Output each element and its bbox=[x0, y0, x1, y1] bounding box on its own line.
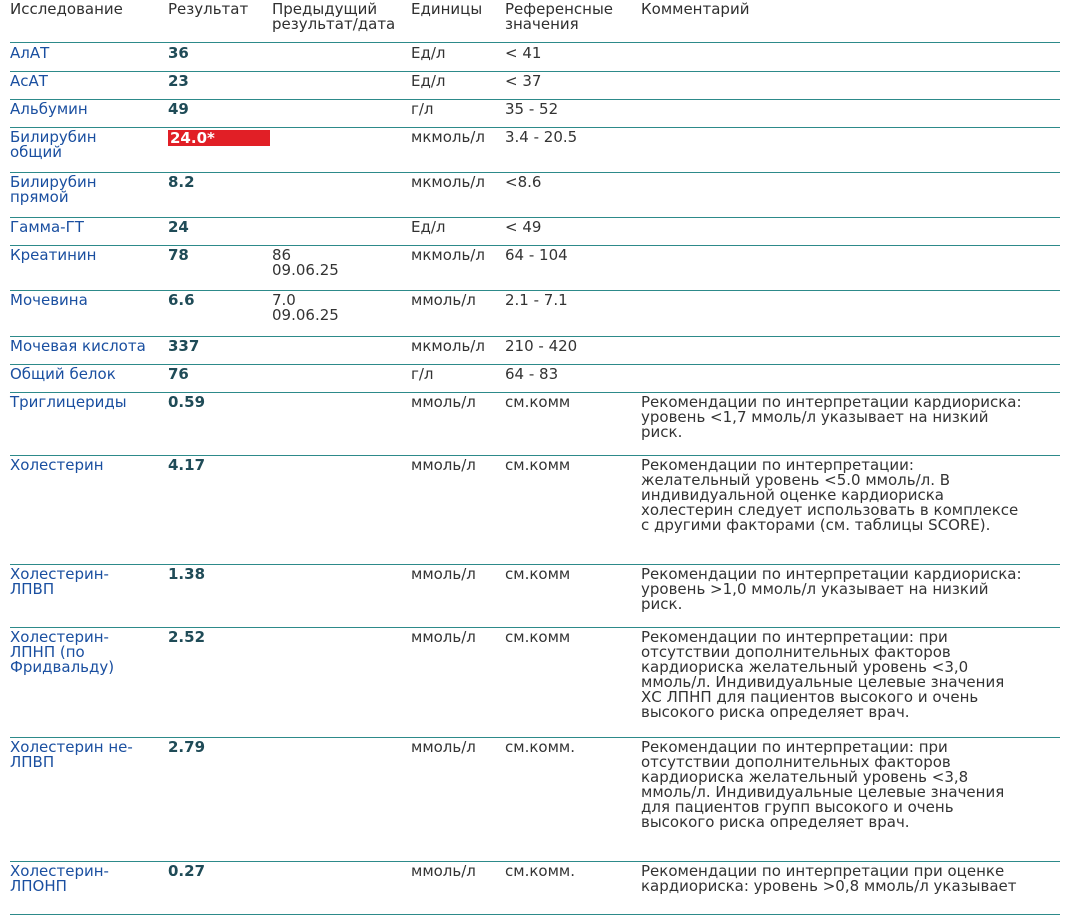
reference-range: см.комм bbox=[505, 456, 571, 474]
result-value: 8.2 bbox=[168, 173, 195, 191]
comment: Рекомендации по интерпретации: при отсутствии дополнительных факторов кардиориска желательный уровень <3,8 ммоль/л. Индивидуальные целевые значения для пациентов групп высокого и очень высокого риска определяет врач. bbox=[641, 738, 1005, 831]
comment: Рекомендации по интерпретации: желательный уровень <5.0 ммоль/л. В индивидуальной оценке кардиориска холестерин следует использовать в комплексе с другими факторами (см. таблицы SCORE). bbox=[641, 456, 1019, 534]
result-value: 24 bbox=[168, 218, 189, 236]
reference-range: < 37 bbox=[505, 72, 542, 90]
units: ммоль/л bbox=[411, 738, 476, 756]
table-row bbox=[10, 246, 1060, 291]
table-row bbox=[10, 100, 1060, 128]
comment: Рекомендации по интерпретации кардиориска: уровень <1,7 ммоль/л указывает на низкий риск. bbox=[641, 393, 1022, 441]
test-name: Холестерин- ЛПОНП bbox=[10, 862, 109, 895]
result-value: 6.6 bbox=[168, 291, 195, 309]
test-name: Холестерин- ЛПНП (по Фридвальду) bbox=[10, 628, 115, 676]
header-test: Исследование bbox=[10, 0, 123, 18]
table-header bbox=[10, 0, 1060, 43]
reference-range: 64 - 104 bbox=[505, 246, 568, 264]
table-row bbox=[10, 628, 1060, 738]
test-name: Альбумин bbox=[10, 100, 88, 118]
previous-result: 7.0 09.06.25 bbox=[272, 291, 339, 324]
units: г/л bbox=[411, 365, 434, 383]
units: ммоль/л bbox=[411, 393, 476, 411]
table-row bbox=[10, 456, 1060, 565]
units: Ед/л bbox=[411, 72, 446, 90]
reference-range: см.комм bbox=[505, 628, 571, 646]
test-name: Общий белок bbox=[10, 365, 116, 383]
reference-range: см.комм. bbox=[505, 738, 575, 756]
reference-range: 64 - 83 bbox=[505, 365, 559, 383]
reference-range: 35 - 52 bbox=[505, 100, 559, 118]
header-units: Единицы bbox=[411, 0, 483, 18]
table-row bbox=[10, 44, 1060, 72]
result-value: 4.17 bbox=[168, 456, 206, 474]
result-value: 0.27 bbox=[168, 862, 206, 880]
table-row bbox=[10, 218, 1060, 246]
result-value: 78 bbox=[168, 246, 189, 264]
result-value: 2.79 bbox=[168, 738, 206, 756]
reference-range: см.комм bbox=[505, 565, 571, 583]
table-row bbox=[10, 173, 1060, 218]
reference-range: < 49 bbox=[505, 218, 542, 236]
result-value: 2.52 bbox=[168, 628, 206, 646]
reference-range: 2.1 - 7.1 bbox=[505, 291, 568, 309]
reference-range: <8.6 bbox=[505, 173, 542, 191]
reference-range: 210 - 420 bbox=[505, 337, 578, 355]
header-comment: Комментарий bbox=[641, 0, 750, 18]
units: Ед/л bbox=[411, 44, 446, 62]
header-previous: Предыдущий результат/дата bbox=[272, 0, 396, 33]
table-row bbox=[10, 128, 1060, 173]
test-name: Триглицериды bbox=[10, 393, 127, 411]
units: ммоль/л bbox=[411, 456, 476, 474]
reference-range: 3.4 - 20.5 bbox=[505, 128, 578, 146]
test-name: АлАТ bbox=[10, 44, 50, 62]
abnormal-result-flag: 24.0* bbox=[168, 130, 270, 146]
test-name: Гамма-ГТ bbox=[10, 218, 84, 236]
result-value: 0.59 bbox=[168, 393, 206, 411]
result-value bbox=[168, 130, 273, 146]
table-row bbox=[10, 365, 1060, 393]
header-result: Результат bbox=[168, 0, 249, 18]
units: Ед/л bbox=[411, 218, 446, 236]
result-value: 1.38 bbox=[168, 565, 206, 583]
test-name: Холестерин не- ЛПВП bbox=[10, 738, 133, 771]
test-name: Мочевая кислота bbox=[10, 337, 146, 355]
table-row bbox=[10, 337, 1060, 365]
test-name: Билирубин прямой bbox=[10, 173, 97, 206]
units: ммоль/л bbox=[411, 862, 476, 880]
table-row bbox=[10, 291, 1060, 337]
units: мкмоль/л bbox=[411, 173, 485, 191]
result-value: 36 bbox=[168, 44, 189, 62]
table-row bbox=[10, 862, 1060, 915]
reference-range: см.комм bbox=[505, 393, 571, 411]
test-name: Холестерин- ЛПВП bbox=[10, 565, 109, 598]
table-row bbox=[10, 565, 1060, 628]
test-name: Креатинин bbox=[10, 246, 97, 264]
table-row bbox=[10, 393, 1060, 456]
table-row bbox=[10, 738, 1060, 862]
test-name: Билирубин общий bbox=[10, 128, 97, 161]
result-value: 23 bbox=[168, 72, 189, 90]
table-row bbox=[10, 72, 1060, 100]
result-value: 337 bbox=[168, 337, 200, 355]
units: ммоль/л bbox=[411, 628, 476, 646]
comment: Рекомендации по интерпретации кардиориска: уровень >1,0 ммоль/л указывает на низкий риск. bbox=[641, 565, 1022, 613]
test-name: Холестерин bbox=[10, 456, 104, 474]
result-value: 49 bbox=[168, 100, 189, 118]
units: ммоль/л bbox=[411, 565, 476, 583]
previous-result: 86 09.06.25 bbox=[272, 246, 339, 279]
test-name: АсАТ bbox=[10, 72, 48, 90]
comment: Рекомендации по интерпретации при оценке кардиориска: уровень >0,8 ммоль/л указывает bbox=[641, 862, 1017, 895]
units: г/л bbox=[411, 100, 434, 118]
units: мкмоль/л bbox=[411, 246, 485, 264]
units: мкмоль/л bbox=[411, 337, 485, 355]
header-reference: Референсные значения bbox=[505, 0, 614, 33]
result-value: 76 bbox=[168, 365, 189, 383]
units: ммоль/л bbox=[411, 291, 476, 309]
units: мкмоль/л bbox=[411, 128, 485, 146]
reference-range: < 41 bbox=[505, 44, 542, 62]
comment: Рекомендации по интерпретации: при отсутствии дополнительных факторов кардиориска желательный уровень <3,0 ммоль/л. Индивидуальные целевые значения ХС ЛПНП для пациентов высокого и очень высокого риска определяет врач. bbox=[641, 628, 1005, 721]
reference-range: см.комм. bbox=[505, 862, 575, 880]
test-name: Мочевина bbox=[10, 291, 88, 309]
